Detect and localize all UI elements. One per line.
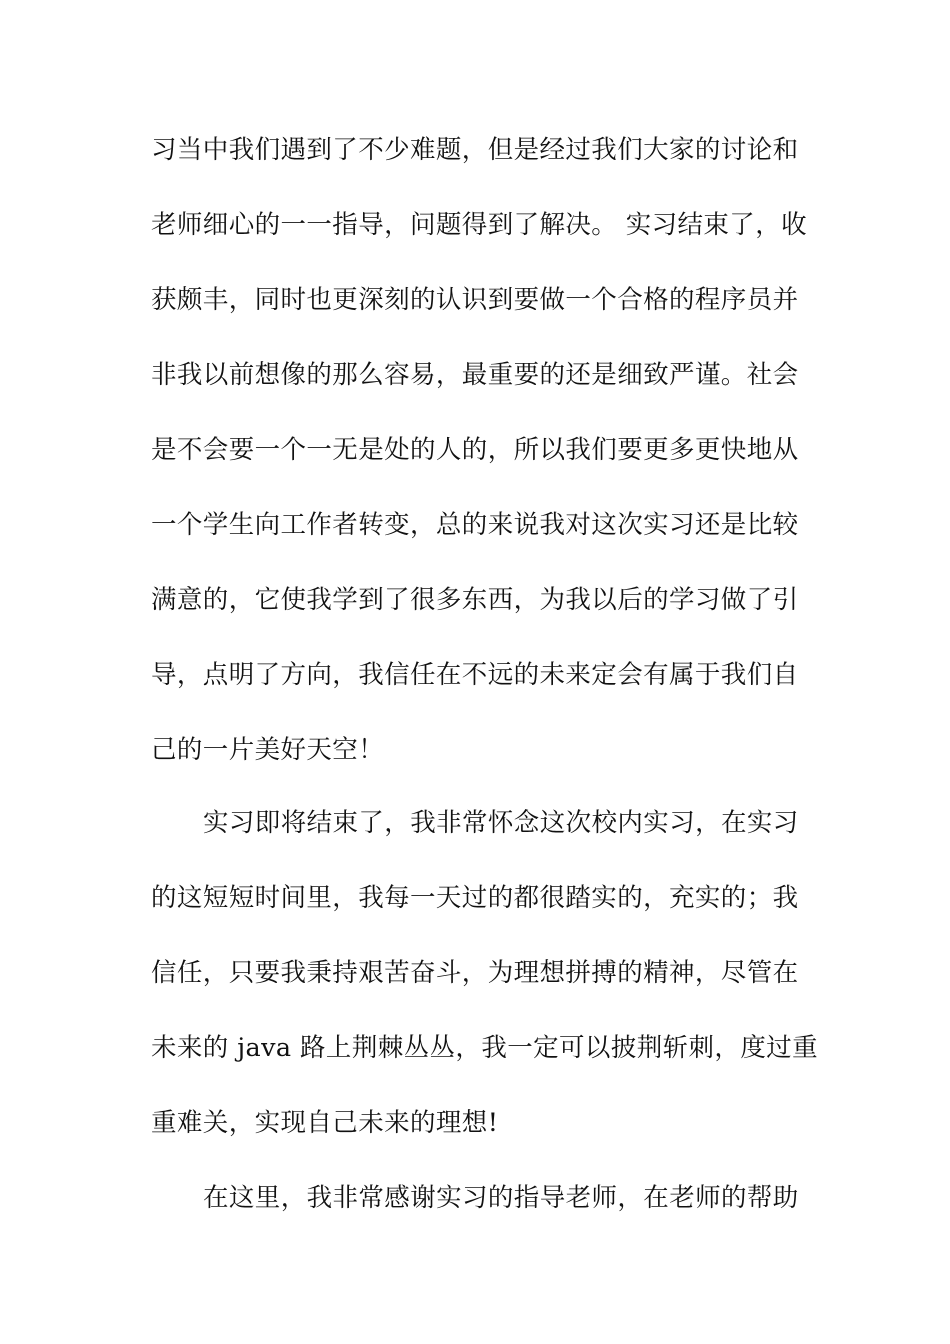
paragraph-start-line: 在这里，我非常感谢实习的指导老师，在老师的帮助 [203, 1183, 799, 1213]
text-line: 的这短短时间里，我每一天过的都很踏实的，充实的；我 [151, 883, 799, 913]
text-line: 未来的 java 路上荆棘丛丛，我一定可以披荆斩刺，度过重 [151, 1033, 819, 1063]
text-line: 满意的，它使我学到了很多东西，为我以后的学习做了引 [151, 585, 799, 615]
text-line: 非我以前想像的那么容易，最重要的还是细致严谨。社会 [151, 360, 799, 390]
text-line: 习当中我们遇到了不少难题，但是经过我们大家的讨论和 [151, 135, 799, 165]
text-line: 一个学生向工作者转变，总的来说我对这次实习还是比较 [151, 510, 799, 540]
text-line: 获颇丰，同时也更深刻的认识到要做一个合格的程序员并 [151, 285, 799, 315]
text-line: 导，点明了方向，我信任在不远的未来定会有属于我们自 [151, 660, 799, 690]
text-line: 信任，只要我秉持艰苦奋斗，为理想拼搏的精神，尽管在 [151, 958, 799, 988]
text-line: 是不会要一个一无是处的人的，所以我们要更多更快地从 [151, 435, 799, 465]
paragraph-start-line: 实习即将结束了，我非常怀念这次校内实习，在实习 [203, 808, 799, 838]
text-line: 己的一片美好天空！ [151, 735, 385, 765]
text-line: 老师细心的一一指导，问题得到了解决。 实习结束了，收 [151, 210, 808, 240]
text-line: 重难关，实现自己未来的理想! [151, 1108, 499, 1138]
